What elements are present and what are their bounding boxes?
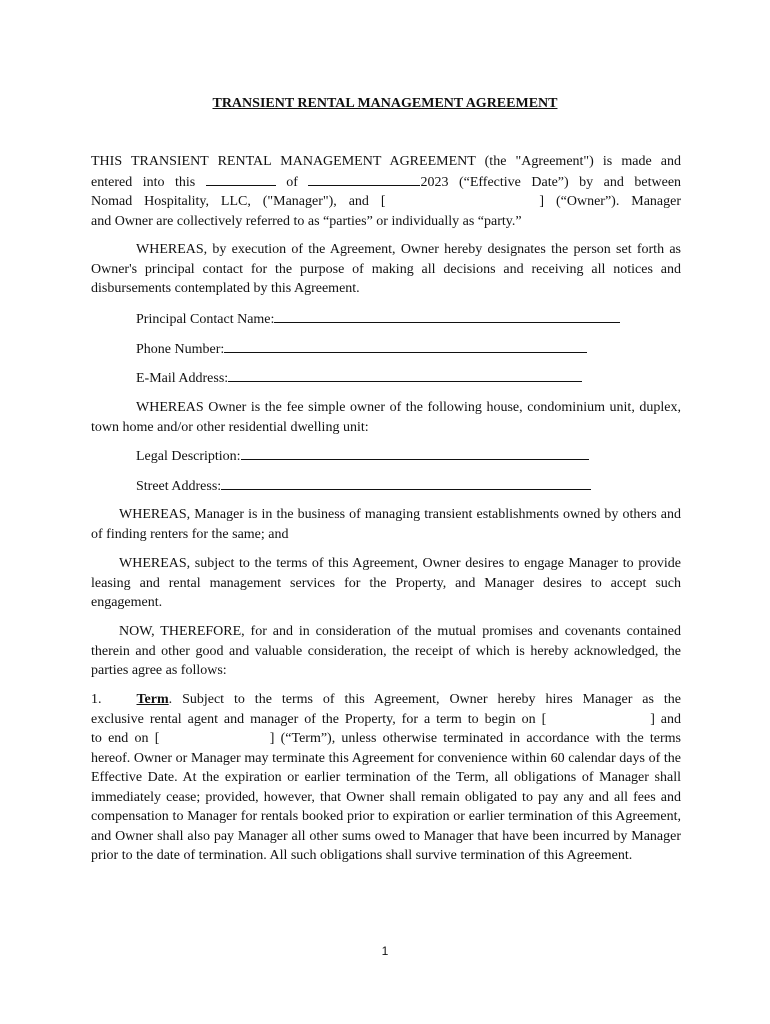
street-address-field bbox=[136, 476, 591, 497]
term-begin-close-text: ] and bbox=[650, 711, 682, 727]
intro-entered-text: entered into this bbox=[91, 174, 196, 190]
whereas-business-paragraph: WHEREAS, Manager is in the business of managing transient establishments owned by others and of finding renters for the same; and bbox=[91, 507, 681, 542]
intro-line-2 bbox=[91, 172, 681, 193]
email-address-label: E-Mail Address: bbox=[136, 371, 229, 386]
legal-description-field bbox=[136, 446, 589, 467]
intro-manager-text: Nomad Hospitality, LLC, ("Manager"), and [ bbox=[91, 194, 386, 209]
intro-line-1: THIS TRANSIENT RENTAL MANAGEMENT AGREEMENT (the "Agreement") is made and bbox=[91, 154, 681, 169]
intro-owner-text: ] (“Owner”). Manager bbox=[539, 194, 682, 209]
section-1-term bbox=[91, 690, 681, 866]
month-blank[interactable] bbox=[308, 172, 420, 186]
phone-number-field bbox=[136, 339, 587, 360]
phone-number-label: Phone Number: bbox=[136, 342, 225, 357]
term-end-close-text: ] (“Term”), unless otherwise terminated in accordance with the terms bbox=[269, 731, 682, 746]
term-begin-text: exclusive rental agent and manager of the Property, for a term to begin on [ bbox=[91, 711, 547, 727]
street-address-label: Street Address: bbox=[136, 479, 222, 494]
principal-contact-name-field bbox=[136, 309, 620, 330]
intro-effective-date-text: 2023 (“Effective Date”) by and between bbox=[420, 174, 682, 190]
section-1-number: 1. bbox=[91, 692, 102, 707]
legal-description-blank[interactable] bbox=[241, 446, 589, 460]
email-address-field bbox=[136, 368, 582, 389]
section-1-body: hereof. Owner or Manager may terminate this Agreement for convenience within 60 calendar days of the Effective Date. At the expiration or earlier termination of the Term, all obligations of Manager shall immediately cease; provided, however, that Owner shall remain obligated to pay any and all fees and compensation to Manager for rentals booked prior to expiration or earlier termination of this Agreement, and Owner shall also pay Manager all other sums owed to Manager that have been incurred by Manager prior to the date of termination. All such obligations shall survive termination of this Agreement. bbox=[91, 750, 681, 863]
legal-description-label: Legal Description: bbox=[136, 449, 241, 464]
now-therefore-paragraph: NOW, THEREFORE, for and in consideration of the mutual promises and covenants contained therein and other good and valuable consideration, the receipt of which is hereby acknowledged, the parties agree as follows: bbox=[91, 624, 681, 678]
page-number: 1 bbox=[381, 944, 389, 958]
whereas-engagement-paragraph: WHEREAS, subject to the terms of this Agreement, Owner desires to engage Manager to provide leasing and rental management services for the Property, and Manager desires to accept such engagement. bbox=[91, 556, 681, 610]
intro-paragraph bbox=[91, 152, 681, 231]
section-1-line-2 bbox=[91, 710, 681, 730]
street-address-blank[interactable] bbox=[221, 476, 591, 490]
whereas-designation-paragraph: WHEREAS, by execution of the Agreement, Owner hereby designates the person set forth as Owner's principal contact for the purpose of making all decisions and receiving all notices and disbursements contemplated by this Agreement. bbox=[91, 242, 681, 296]
term-end-text: to end on [ bbox=[91, 731, 160, 746]
intro-line-4: and Owner are collectively referred to as “parties” or individually as “party.” bbox=[91, 213, 522, 229]
section-1-heading: Term bbox=[136, 692, 169, 707]
document-title: TRANSIENT RENTAL MANAGEMENT AGREEMENT bbox=[212, 96, 558, 111]
intro-of-text: of bbox=[286, 174, 298, 190]
phone-number-blank[interactable] bbox=[224, 339, 587, 353]
section-1-line-1-text: . Subject to the terms of this Agreement, Owner hereby hires Manager as the bbox=[168, 692, 681, 707]
principal-contact-name-label: Principal Contact Name: bbox=[136, 312, 275, 327]
day-blank[interactable] bbox=[206, 172, 276, 186]
section-1-line-1 bbox=[91, 690, 681, 710]
principal-contact-name-blank[interactable] bbox=[274, 309, 620, 323]
whereas-ownership-paragraph: WHEREAS Owner is the fee simple owner of the following house, condominium unit, duplex, town home and/or other residential dwelling unit: bbox=[91, 400, 681, 435]
intro-line-3 bbox=[91, 192, 681, 212]
email-address-blank[interactable] bbox=[228, 368, 582, 382]
section-1-line-3 bbox=[91, 729, 681, 749]
